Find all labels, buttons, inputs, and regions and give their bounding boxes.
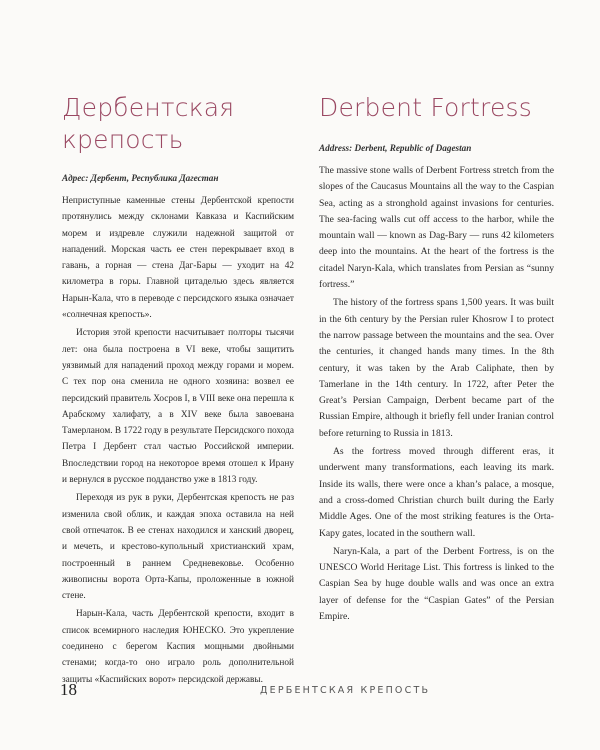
russian-column <box>62 92 294 688</box>
en-paragraph-1: The massive stone walls of Derbent Fortress stretch from the slopes of the Caucasus Mountains all the way to the Caspian Sea, acting as a stronghold against invasions for centuries. The sea-facing walls cut off access to the harbor, while the mountain wall — known as Dag-Bary — runs 42 kilometers deep into the mountains. At the heart of the fortress is the citadel Naryn-Kala, which translates from Persian as “sunny fortress.” <box>319 165 554 291</box>
ru-paragraph-1: Неприступные каменные стены Дербентской крепости протянулись между склонами Кавказа и Каспийским морем и издревле служили надежной защитой от нападений. Морская часть ее стен перекрывает вход в гавань, а горная — стена Даг-Бары — уходит на 42 километра в горы. Главной цитаделью здесь является Нарын-Кала, что в переводе с персидского языка означает «солнечная крепость». <box>62 196 294 321</box>
ru-paragraph-3: Переходя из рук в руки, Дербентская крепость не раз изменила свой облик, и каждая эпоха оставила на ней свой отпечаток. В ее стенах находился и ханский дворец, и мечеть, и крестово-купольный христианский храм, построенный в раннем Средневековье. Особенно живописны ворота Орта-Капы, проложенные в южной стене. <box>62 493 294 602</box>
en-title: Derbent Fortress <box>319 93 532 122</box>
ru-title-line1: Дербентская <box>62 93 235 122</box>
ru-title-line2: крепость <box>62 125 184 154</box>
en-address: Address: Derbent, Republic of Dagestan <box>319 143 472 153</box>
en-paragraph-2: The history of the fortress spans 1,500 years. It was built in the 6th century by the Persian ruler Khosrow I to protect the narrow passage between the mountains and the sea. Over the centuries, it changed hands many times. In the 8th century, it was taken by the Arab Caliphate, then by Tamerlane in the 14th century. In 1722, after Peter the Great’s Persian Campaign, Derbent became part of the Russian Empire, although it briefly fell under Iranian control before returning to Russia in 1813. <box>319 297 554 439</box>
en-paragraph-4: Naryn-Kala, a part of the Derbent Fortress, is on the UNESCO World Heritage List. This fortress is linked to the Caspian Sea by huge double walls and was once an extra layer of defense for the “Caspian Gates” of the Persian Empire. <box>319 545 554 623</box>
en-paragraph-3: As the fortress moved through different eras, it underwent many transformations, each leaving its mark. Inside its walls, there were once a khan’s palace, a mosque, and a cross-domed Christian church built during the Early Middle Ages. One of the most striking features is the Orta-Kapy gates, located in the southern wall. <box>319 446 554 539</box>
ru-address: Адрес: Дербент, Республика Дагестан <box>62 173 219 183</box>
page-number: 18 <box>60 680 77 699</box>
running-title: ДЕРБЕНТСКАЯ КРЕПОСТЬ <box>260 685 431 696</box>
ru-paragraph-2: История этой крепости насчитывает полторы тысячи лет: она была построена в VI веке, чтобы защитить уязвимый для нападений проход между горами и морем. С тех пор она сменила не одного хозяина: возвел ее персидский правитель Хосров I, в VIII веке она перешла к Арабскому халифату, а в XIV веке была завоевана Тамерланом. В 1722 году в результате Персидского похода Петра I Дербент стал частью Российской империи. Впоследствии город на некоторое время отошел к Ирану и вернулся в русское подданство уже в 1813 году. <box>62 328 294 486</box>
ru-paragraph-4: Нарын-Кала, часть Дербентской крепости, входит в список всемирного наследия ЮНЕСКО. Это укрепление соединено с берегом Каспия мощными двойными стенами; когда-то оно играло роль дополнительной защиты «Каспийских ворот» персидской державы. <box>62 609 294 685</box>
english-column <box>319 92 554 625</box>
ru-title <box>62 92 294 156</box>
page-footer <box>60 680 540 700</box>
